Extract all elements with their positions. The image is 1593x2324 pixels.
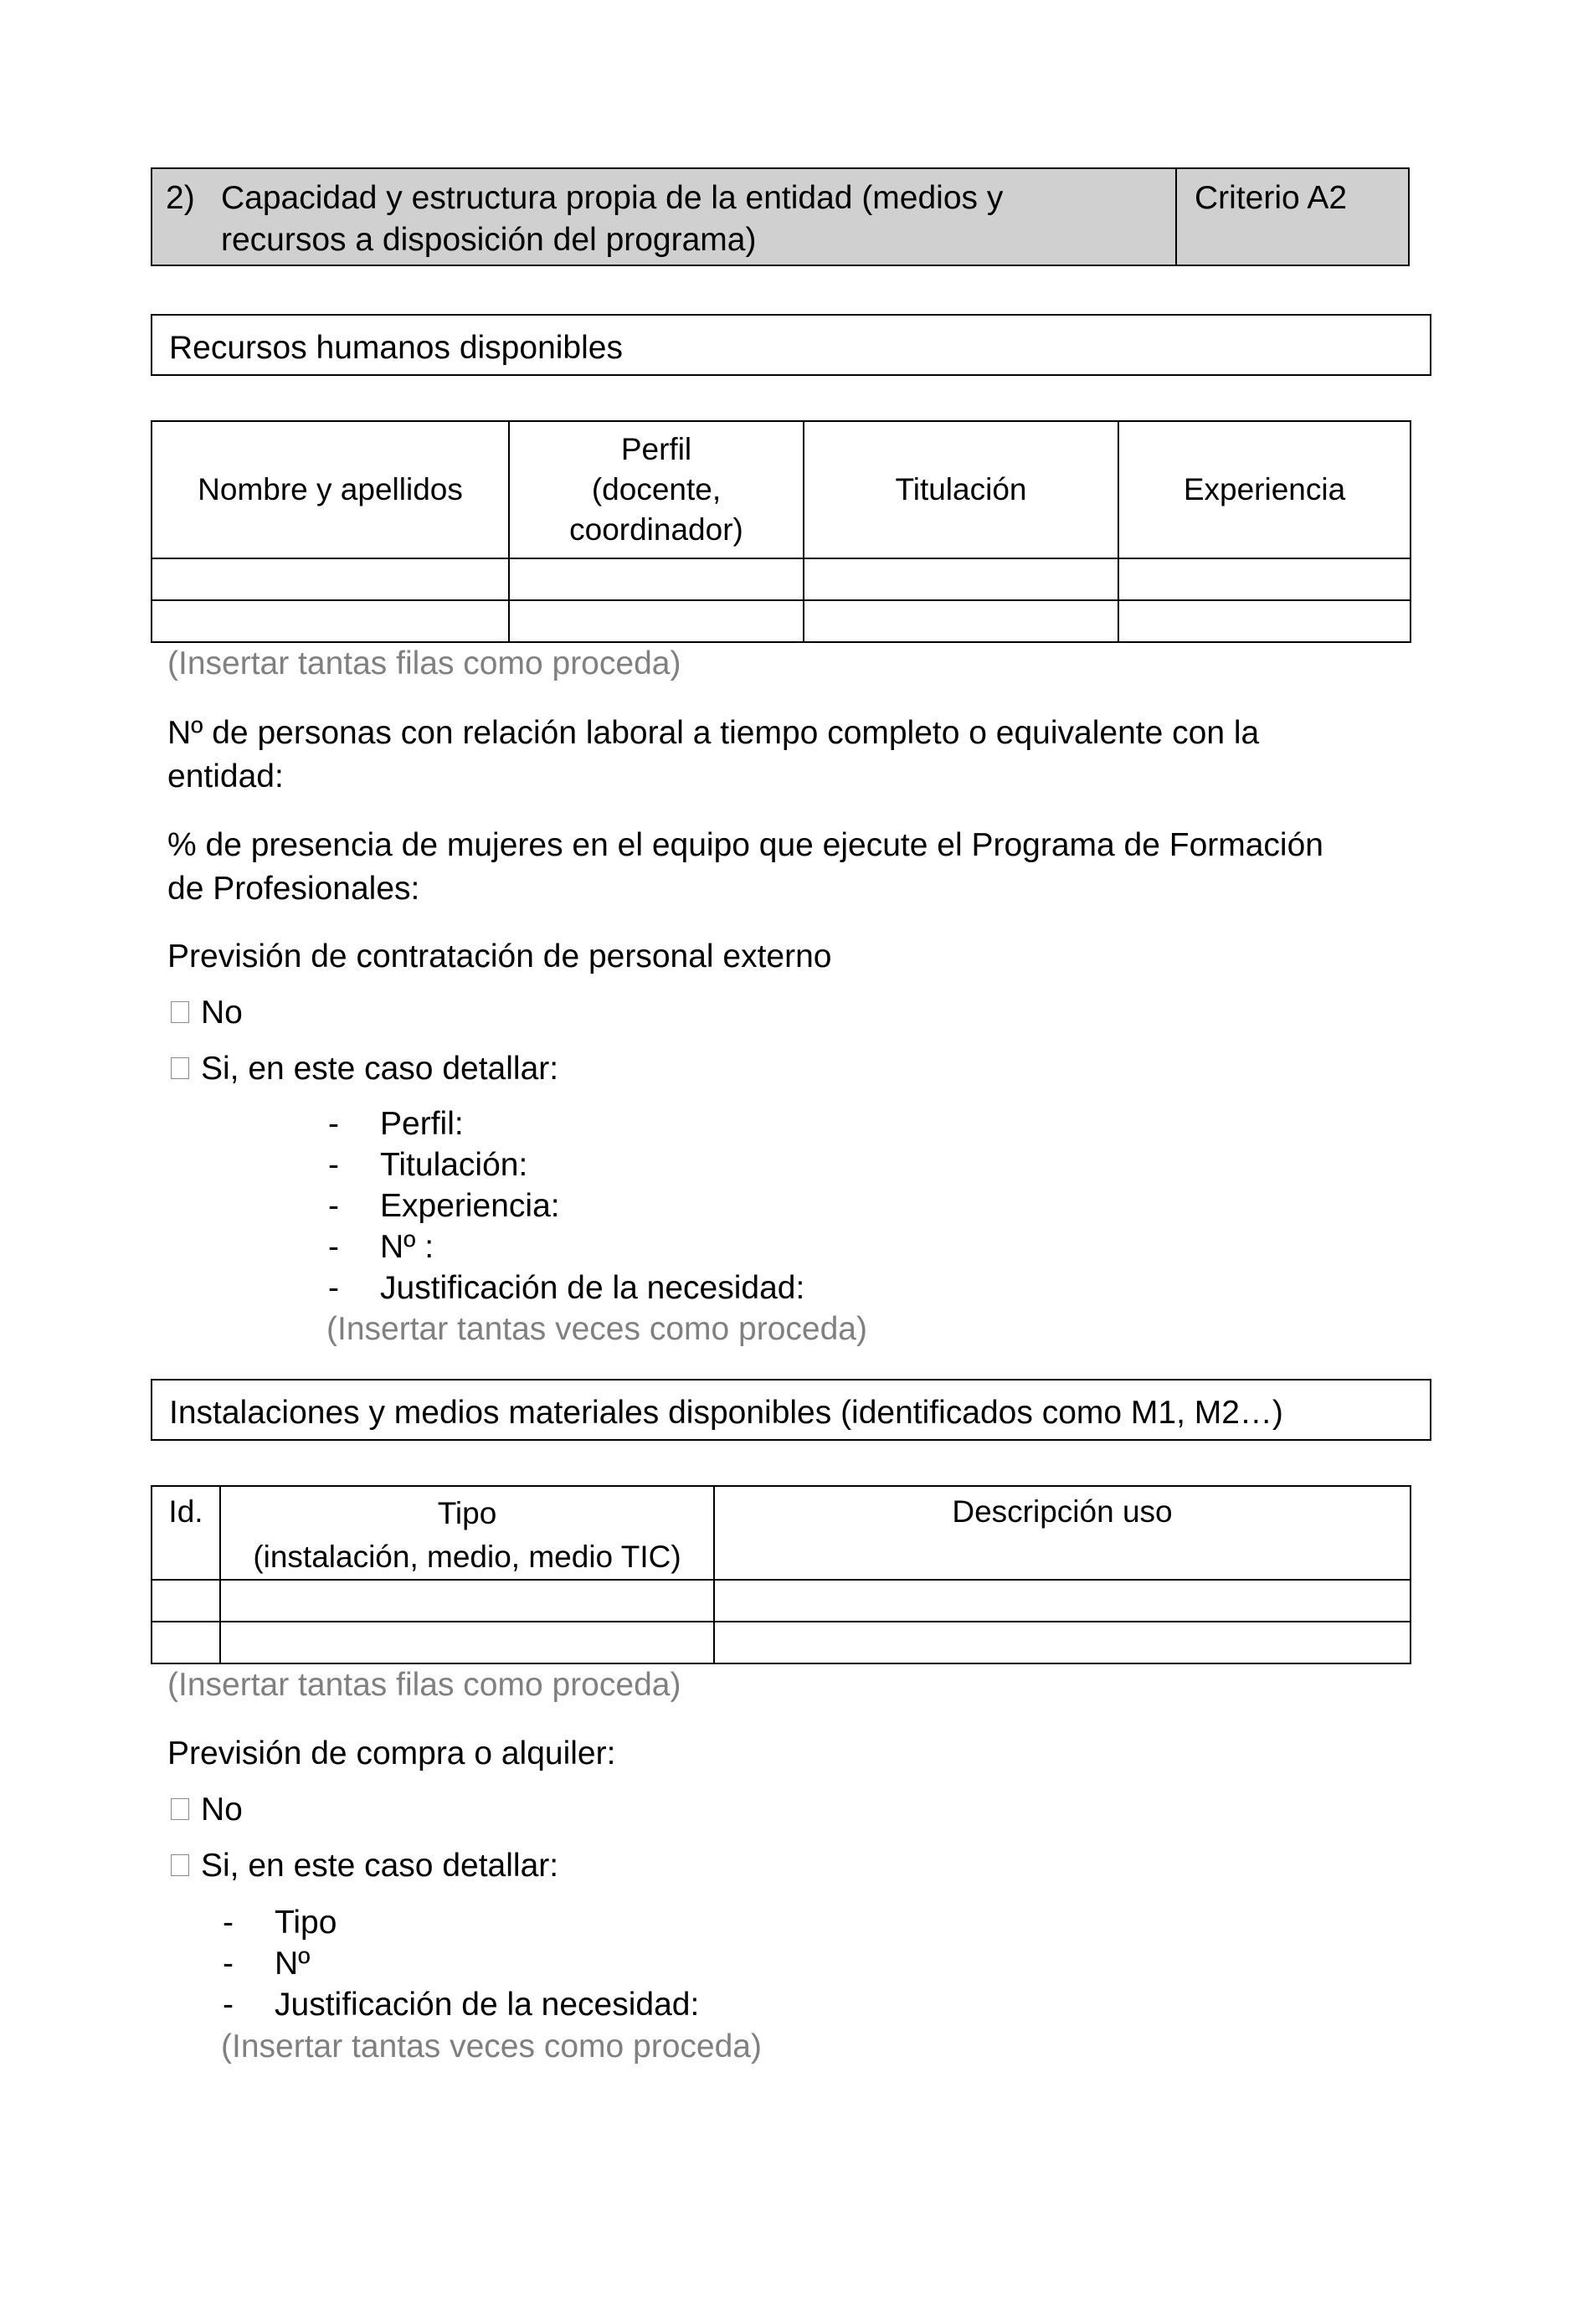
section-title — [221, 177, 1159, 261]
purchase-details-list — [223, 1902, 699, 2025]
detail-number: Nº : — [380, 1229, 434, 1265]
materials-insert-rows-note: (Insertar tantas filas como proceda) — [167, 1667, 681, 1703]
human-resources-title-box — [151, 314, 1431, 376]
list-item: - Nº : — [328, 1229, 434, 1265]
checkbox-yes[interactable] — [171, 1057, 189, 1079]
external-hiring-title: Previsión de contratación de personal externo — [167, 938, 832, 974]
col-degree-header: Titulación — [804, 421, 1118, 558]
table-cell[interactable] — [220, 1580, 714, 1622]
checkbox-no[interactable] — [171, 1001, 189, 1023]
section-header-table — [151, 167, 1410, 266]
materials-table — [151, 1485, 1411, 1664]
detail-profile: Perfil: — [380, 1106, 464, 1142]
list-item: - Nº — [223, 1946, 311, 1982]
external-option-no — [171, 992, 243, 1034]
col-profile-line1: Perfil — [620, 432, 692, 466]
criterion-label: Criterio A2 — [1195, 180, 1348, 216]
col-profile-line3: coordinador) — [569, 512, 743, 547]
table-cell[interactable] — [509, 600, 804, 642]
col-name-header: Nombre y apellidos — [152, 421, 509, 558]
col-experience-header: Experiencia — [1118, 421, 1411, 558]
col-type-line2: (instalación, medio, medio TIC) — [253, 1540, 681, 1574]
table-row — [152, 1622, 1411, 1663]
section-title-line1: Capacidad y estructura propia de la entidad (medios y — [221, 180, 1004, 216]
fulltime-line2: entidad: — [167, 758, 284, 794]
checkbox-yes[interactable] — [171, 1854, 189, 1876]
table-cell[interactable] — [714, 1622, 1411, 1663]
women-line1: % de presencia de mujeres en el equipo que ejecute el Programa de Formación — [167, 827, 1323, 863]
purchase-title: Previsión de compra o alquiler: — [167, 1735, 616, 1771]
table-cell[interactable] — [509, 558, 804, 600]
insert-times-note: (Insertar tantas veces como proceda) — [326, 1311, 867, 1347]
table-cell[interactable] — [152, 558, 509, 600]
list-item: - Titulación: — [328, 1147, 528, 1183]
purchase-option-yes — [171, 1845, 558, 1887]
col-profile-line2: (docente, — [591, 472, 722, 506]
table-cell[interactable] — [804, 600, 1118, 642]
option-no-label: No — [201, 1792, 243, 1828]
table-cell[interactable] — [152, 600, 509, 642]
table-row — [152, 558, 1411, 600]
human-resources-title: Recursos humanos disponibles — [169, 330, 623, 366]
table-cell[interactable] — [220, 1622, 714, 1663]
table-row — [152, 1580, 1411, 1622]
list-item: - Justificación de la necesidad: — [223, 1987, 700, 2023]
col-usage-header: Descripción uso — [714, 1486, 1411, 1580]
option-yes-label: Si, en este caso detallar: — [201, 1848, 559, 1884]
purchase-option-no — [171, 1789, 243, 1831]
table-cell[interactable] — [1118, 558, 1411, 600]
col-type-header — [220, 1486, 714, 1580]
detail-experience: Experiencia: — [380, 1188, 560, 1224]
external-option-yes — [171, 1048, 558, 1090]
col-profile-header — [509, 421, 804, 558]
list-item: - Justificación de la necesidad: — [328, 1270, 805, 1306]
table-header-row — [152, 1486, 1411, 1580]
table-header-row — [152, 421, 1411, 558]
detail-number: Nº — [275, 1946, 311, 1982]
table-cell[interactable] — [804, 558, 1118, 600]
option-no-label: No — [201, 995, 243, 1031]
insert-rows-note: (Insertar tantas filas como proceda) — [167, 645, 681, 681]
table-cell[interactable] — [152, 1622, 220, 1663]
checkbox-no[interactable] — [171, 1798, 189, 1820]
list-item: - Tipo — [223, 1905, 337, 1941]
list-item: - Perfil: — [328, 1106, 464, 1142]
women-line2: de Profesionales: — [167, 871, 420, 907]
human-resources-table — [151, 420, 1411, 643]
table-cell[interactable] — [714, 1580, 1411, 1622]
detail-justification: Justificación de la necesidad: — [275, 1987, 700, 2023]
list-item: - Experiencia: — [328, 1188, 560, 1224]
table-cell[interactable] — [1118, 600, 1411, 642]
header-divider — [1175, 169, 1177, 265]
table-cell[interactable] — [152, 1580, 220, 1622]
option-yes-label: Si, en este caso detallar: — [201, 1051, 559, 1087]
section-number: 2) — [166, 180, 195, 216]
detail-justification: Justificación de la necesidad: — [380, 1270, 805, 1306]
section-title-line2: recursos a disposición del programa) — [221, 222, 757, 258]
materials-title: Instalaciones y medios materiales disponibles (identificados como M1, M2…) — [169, 1395, 1283, 1431]
col-id-header: Id. — [152, 1486, 220, 1580]
external-details-list — [328, 1103, 804, 1309]
materials-insert-times-note: (Insertar tantas veces como proceda) — [221, 2028, 762, 2064]
col-type-line1: Tipo — [437, 1496, 497, 1530]
materials-title-box — [151, 1379, 1431, 1441]
detail-type: Tipo — [275, 1905, 337, 1941]
detail-degree: Titulación: — [380, 1147, 528, 1183]
fulltime-line1: Nº de personas con relación laboral a tiempo completo o equivalente con la — [167, 715, 1260, 751]
table-row — [152, 600, 1411, 642]
